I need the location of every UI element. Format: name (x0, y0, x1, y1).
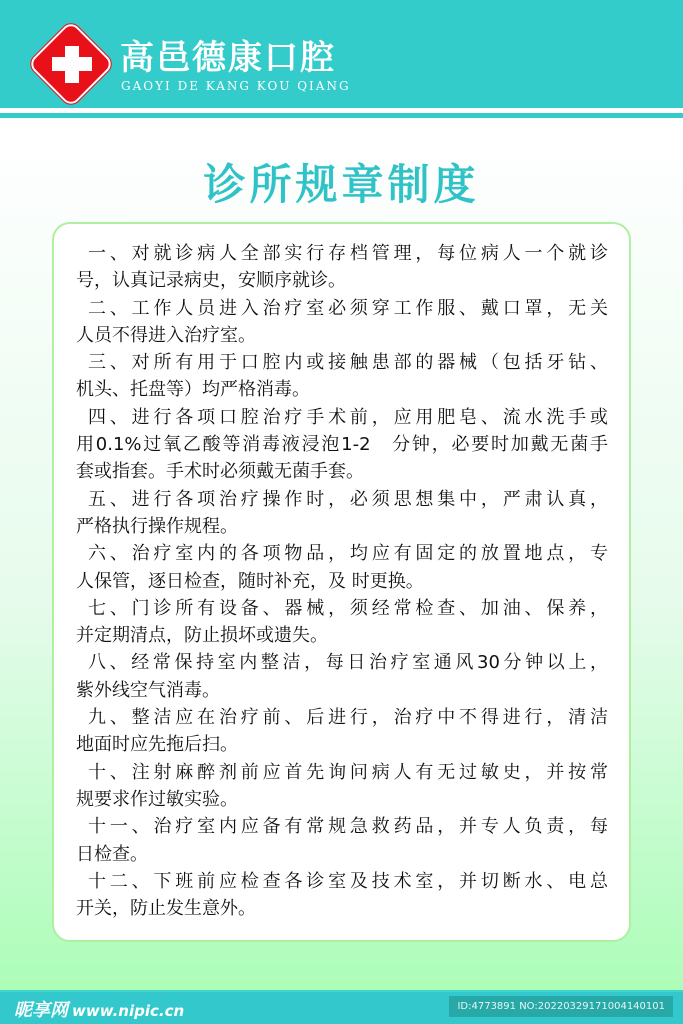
footer-bar (0, 990, 683, 1024)
watermark-url: www.nipic.cn (72, 1002, 185, 1020)
rule-line: 人员不得进入治疗室。 (76, 324, 256, 346)
rules-list (76, 240, 608, 922)
rule-item (76, 486, 608, 541)
rule-line: 机头、托盘等）均严格消毒。 (76, 379, 310, 401)
rule-item (76, 540, 608, 595)
watermark (14, 996, 184, 1022)
rule-line: 套或指套。手术时必须戴无菌手套。 (76, 461, 364, 483)
rule-line: 七、门诊所有设备、器械，须经常检查、加油、保养， (88, 597, 608, 619)
rule-item (76, 868, 608, 923)
rule-line: 十一、治疗室内应备有常规急救药品，并专人负责，每 (88, 816, 608, 838)
rule-item (76, 295, 608, 350)
rule-line: 八、经常保持室内整洁，每日治疗室通风30分钟以上， (88, 652, 608, 674)
rule-line: 日检查。 (76, 843, 148, 865)
rule-item (76, 240, 608, 295)
rule-line: 并定期清点，防止损坏或遗失。 (76, 625, 328, 647)
page-title: 诊所规章制度 (203, 160, 480, 209)
rule-line: 二、工作人员进入治疗室必须穿工作服、戴口罩，无关 (88, 297, 608, 319)
rule-line: 紫外线空气消毒。 (76, 679, 220, 701)
rule-line: 四、进行各项口腔治疗手术前，应用肥皂、流水洗手或 (88, 406, 608, 428)
rule-item (76, 595, 608, 650)
rule-line: 开关，防止发生意外。 (76, 898, 256, 920)
rule-line: 三、对所有用于口腔内或接触患部的器械（包括牙钻、 (88, 352, 608, 374)
rule-line: 六、治疗室内的各项物品，均应有固定的放置地点，专 (88, 543, 608, 565)
brand-name-english: GAOYI DE KANG KOU QIANG (121, 79, 351, 93)
medical-cross-icon (50, 46, 94, 83)
rule-line: 十、注射麻醉剂前应首先询问病人有无过敏史，并按常 (88, 761, 608, 783)
header-stripe (0, 113, 683, 118)
rule-line: 用0.1%过氧乙酸等消毒液浸泡1-2 分钟，必要时加戴无菌手 (76, 434, 608, 456)
rule-line: 地面时应先拖后扫。 (76, 734, 238, 756)
rule-item (76, 349, 608, 404)
rule-item (76, 649, 608, 704)
rule-line: 五、进行各项治疗操作时，必须思想集中，严肃认真， (88, 488, 608, 510)
rule-item (76, 704, 608, 759)
rule-line: 九、整洁应在治疗前、后进行，治疗中不得进行，清洁 (88, 707, 608, 729)
rule-item (76, 813, 608, 868)
rule-line: 十二、下班前应检查各诊室及技术室，并切断水、电总 (88, 870, 608, 892)
rule-line: 号，认真记录病史，安顺序就诊。 (76, 270, 346, 292)
watermark-logo: 昵享网 (14, 1000, 68, 1021)
brand-name: 高邑德康口腔 (120, 38, 336, 78)
rule-line: 严格执行操作规程。 (76, 515, 238, 537)
image-id: ID:4773891 NO:20220329171004140101 (449, 996, 673, 1017)
rule-line: 人保管，逐日检查，随时补充，及 时更换。 (76, 570, 424, 592)
rule-item (76, 759, 608, 814)
rule-item (76, 404, 608, 486)
rule-line: 一、对就诊病人全部实行存档管理，每位病人一个就诊 (88, 243, 608, 264)
rule-line: 规要求作过敏实验。 (76, 788, 238, 810)
